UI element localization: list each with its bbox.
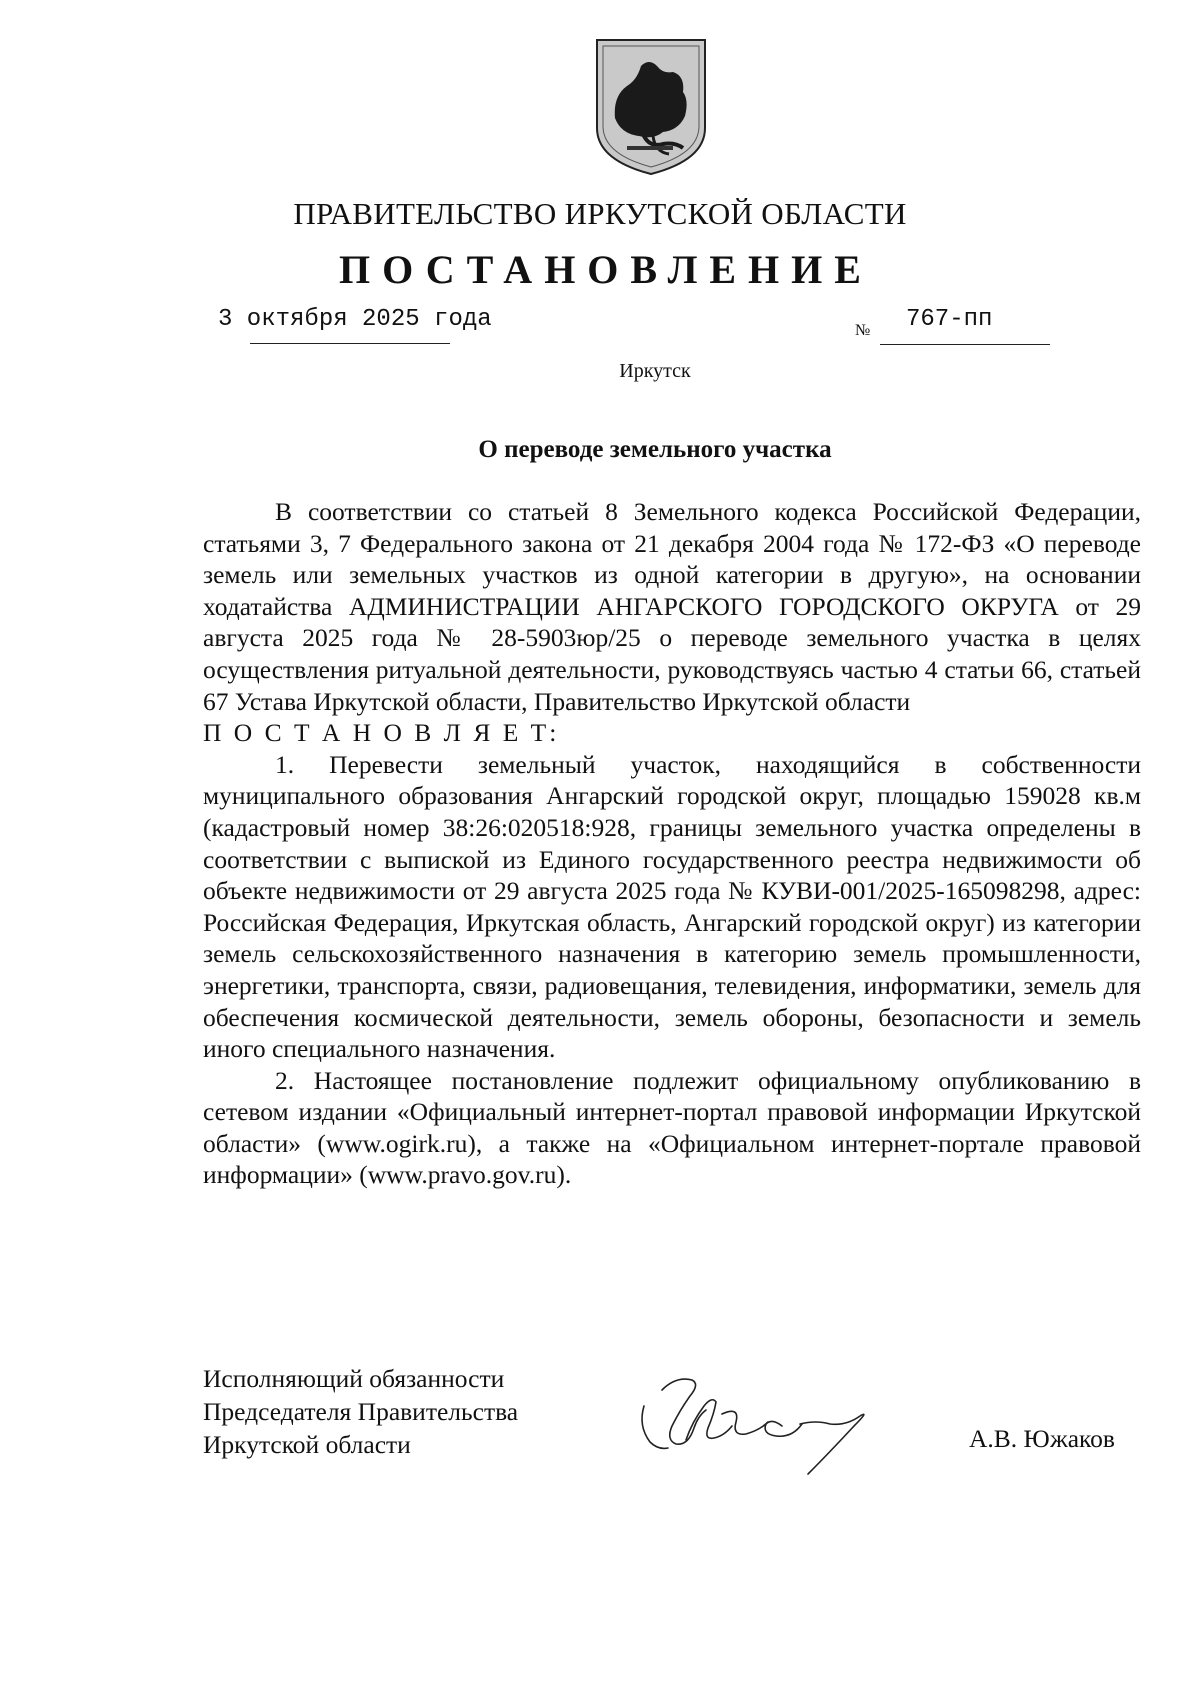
number-underline — [880, 344, 1050, 345]
date-underline — [250, 343, 450, 344]
document-date: 3 октября 2025 года — [218, 306, 492, 333]
signer-name: А.В. Южаков — [969, 1424, 1115, 1453]
document-body — [203, 496, 1141, 1191]
number-sign: № — [855, 322, 871, 339]
item-2-paragraph: 2. Настоящее постановление подлежит официальному опубликованию в сетевом издании «Официальный интернет-портал правовой информации Иркутской области» (www.ogirk.ru), а также на «Официальном интернет-портале правовой информации» (www.pravo.gov.ru). — [203, 1065, 1141, 1190]
document-subject: О переводе земельного участка — [478, 436, 832, 463]
government-name: ПРАВИТЕЛЬСТВО ИРКУТСКОЙ ОБЛАСТИ — [293, 196, 907, 231]
handwritten-signature — [632, 1366, 892, 1486]
item-1-paragraph: 1. Перевести земельный участок, находящийся в собственности муниципального образования Ангарский городской округ, площадью 159028 кв.м (кадастровый номер 38:26:020518:928, границы земельного участка определены в соответствии с выпиской из Единого государственного реестра недвижимости об объекте недвижимости от 29 августа 2025 года № КУВИ-001/2025-165098298, адрес: Российская Федерация, Иркутская область, Ангарский городской округ) из категории земель сельскохозяйственного назначения в категорию земель промышленности, энергетики, транспорта, связи, радиовещания, телевидения, информатики, земель для обеспечения космической деятельности, земель обороны, безопасности и земель иного специального назначения. — [203, 749, 1141, 1064]
document-number: 767-пп — [906, 306, 993, 333]
preamble-paragraph: В соответствии со статьей 8 Земельного кодекса Российской Федерации, статьями 3, 7 Федерального закона от 21 декабря 2004 года № 172-ФЗ «О переводе земель или земельных участков из одной категории в другую», на основании ходатайства АДМИНИСТРАЦИИ АНГАРСКОГО ГОРОДСКОГО ОКРУГА от 29 августа 2025 года № 28-5903юр/25 о переводе земельного участка в целях осуществления ритуальной деятельности, руководствуясь частью 4 статьи 66, статьей 67 Устава Иркутской области, Правительство Иркутской области — [203, 497, 1141, 716]
coat-of-arms-icon — [593, 36, 709, 176]
resolves-heading: П О С Т А Н О В Л Я Е Т: — [203, 718, 560, 748]
signer-position-line: Председателя Правительства — [203, 1397, 519, 1426]
document-city: Иркутск — [619, 360, 691, 382]
signer-position-line: Исполняющий обязанности — [203, 1364, 505, 1393]
signer-position-line: Иркутской области — [203, 1430, 411, 1459]
signer-position — [203, 1362, 518, 1461]
document-type: ПОСТАНОВЛЕНИЕ — [339, 247, 873, 292]
